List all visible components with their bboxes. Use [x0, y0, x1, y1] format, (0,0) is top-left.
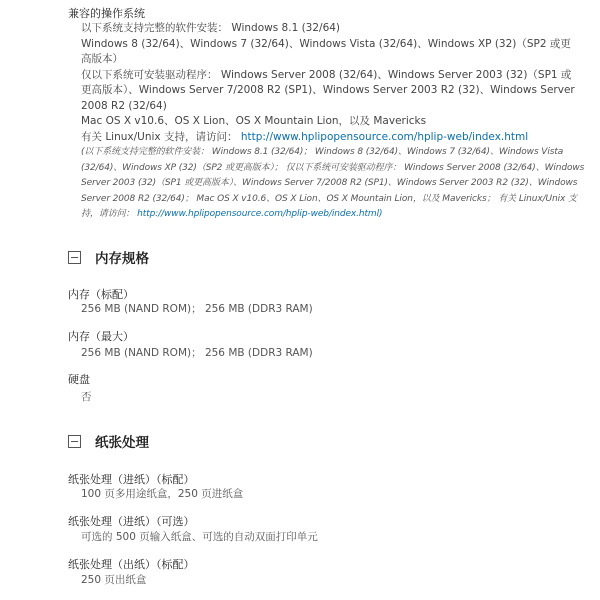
- os-line: 仅以下系统可安装驱动程序： Windows Server 2008 (32/64)、Windows Server 2003 (32)（SP1 或更高版本）、Windows Server 7/2008 R2 (SP1)、Windows Server 2003 R2 (32)、Windows Server 2008 R2 (32/64): [81, 68, 575, 112]
- collapse-icon[interactable]: [68, 251, 81, 264]
- spec-label: 纸张处理（进纸）（标配）: [68, 473, 195, 486]
- linux-prefix: 有关 Linux/Unix 支持，请访问：: [81, 130, 238, 143]
- spec-value: 否: [81, 391, 92, 403]
- section-title: 纸张处理: [95, 435, 149, 451]
- os-line: Mac OS X v10.6、OS X Lion、OS X Mountain Lion，以及 Mavericks: [81, 115, 427, 127]
- spec-label: 内存（标配）: [68, 288, 134, 301]
- section-title: 内存规格: [95, 251, 149, 267]
- os-list: [81, 21, 581, 145]
- hplip-note-link[interactable]: http://www.hplipopensource.com/hplip-web/index.html): [137, 209, 383, 220]
- spec-label: 内存（最大）: [68, 330, 134, 343]
- spec-label: 硬盘: [68, 373, 90, 386]
- spec-label: 纸张处理（进纸）（可选）: [68, 515, 195, 528]
- os-line: 以下系统支持完整的软件安装： Windows 8.1 (32/64): [81, 22, 341, 34]
- os-line: Windows 8 (32/64)、Windows 7 (32/64)、Windows Vista (32/64)、Windows XP (32)（SP2 或更高版本）: [81, 37, 571, 65]
- section-memory[interactable]: [68, 247, 149, 267]
- os-label: 兼容的操作系统: [68, 7, 145, 20]
- spec-value: 100 页多用途纸盒，250 页进纸盒: [81, 488, 244, 500]
- spec-value: 256 MB (NAND ROM)； 256 MB (DDR3 RAM): [81, 347, 313, 359]
- spec-value: 可选的 500 页输入纸盒、可选的自动双面打印单元: [81, 531, 318, 543]
- spec-value: 256 MB (NAND ROM)； 256 MB (DDR3 RAM): [81, 303, 313, 315]
- spec-value: 250 页出纸盒: [81, 574, 147, 586]
- section-paper[interactable]: [68, 431, 149, 451]
- hplip-link[interactable]: http://www.hplipopensource.com/hplip-web/index.html: [240, 130, 529, 143]
- note-text: (以下系统支持完整的软件安装： Windows 8.1 (32/64)； Windows 8 (32/64)、Windows 7 (32/64)、Windows Vista (32/64)、Windows XP (32)（SP2 或更高版本）； 仅以下系统可安装驱动程序： Windows Server 2008 (32/64)、Windows Server 2003 (32)（SP1 或更高版本）、Windows Server 7/2008 R2 (SP1)、Windows Server 2003 R2 (32)、Windows Server 2008 R2 (32/64)； Mac OS X v10.6、OS X Lion、OS X Mountain Lion，以及 Mavericks； 有关 Linux/Unix 支持，请访问：: [81, 147, 585, 220]
- os-note: [81, 145, 586, 223]
- spec-label: 纸张处理（出纸）（标配）: [68, 558, 195, 571]
- collapse-icon[interactable]: [68, 435, 81, 448]
